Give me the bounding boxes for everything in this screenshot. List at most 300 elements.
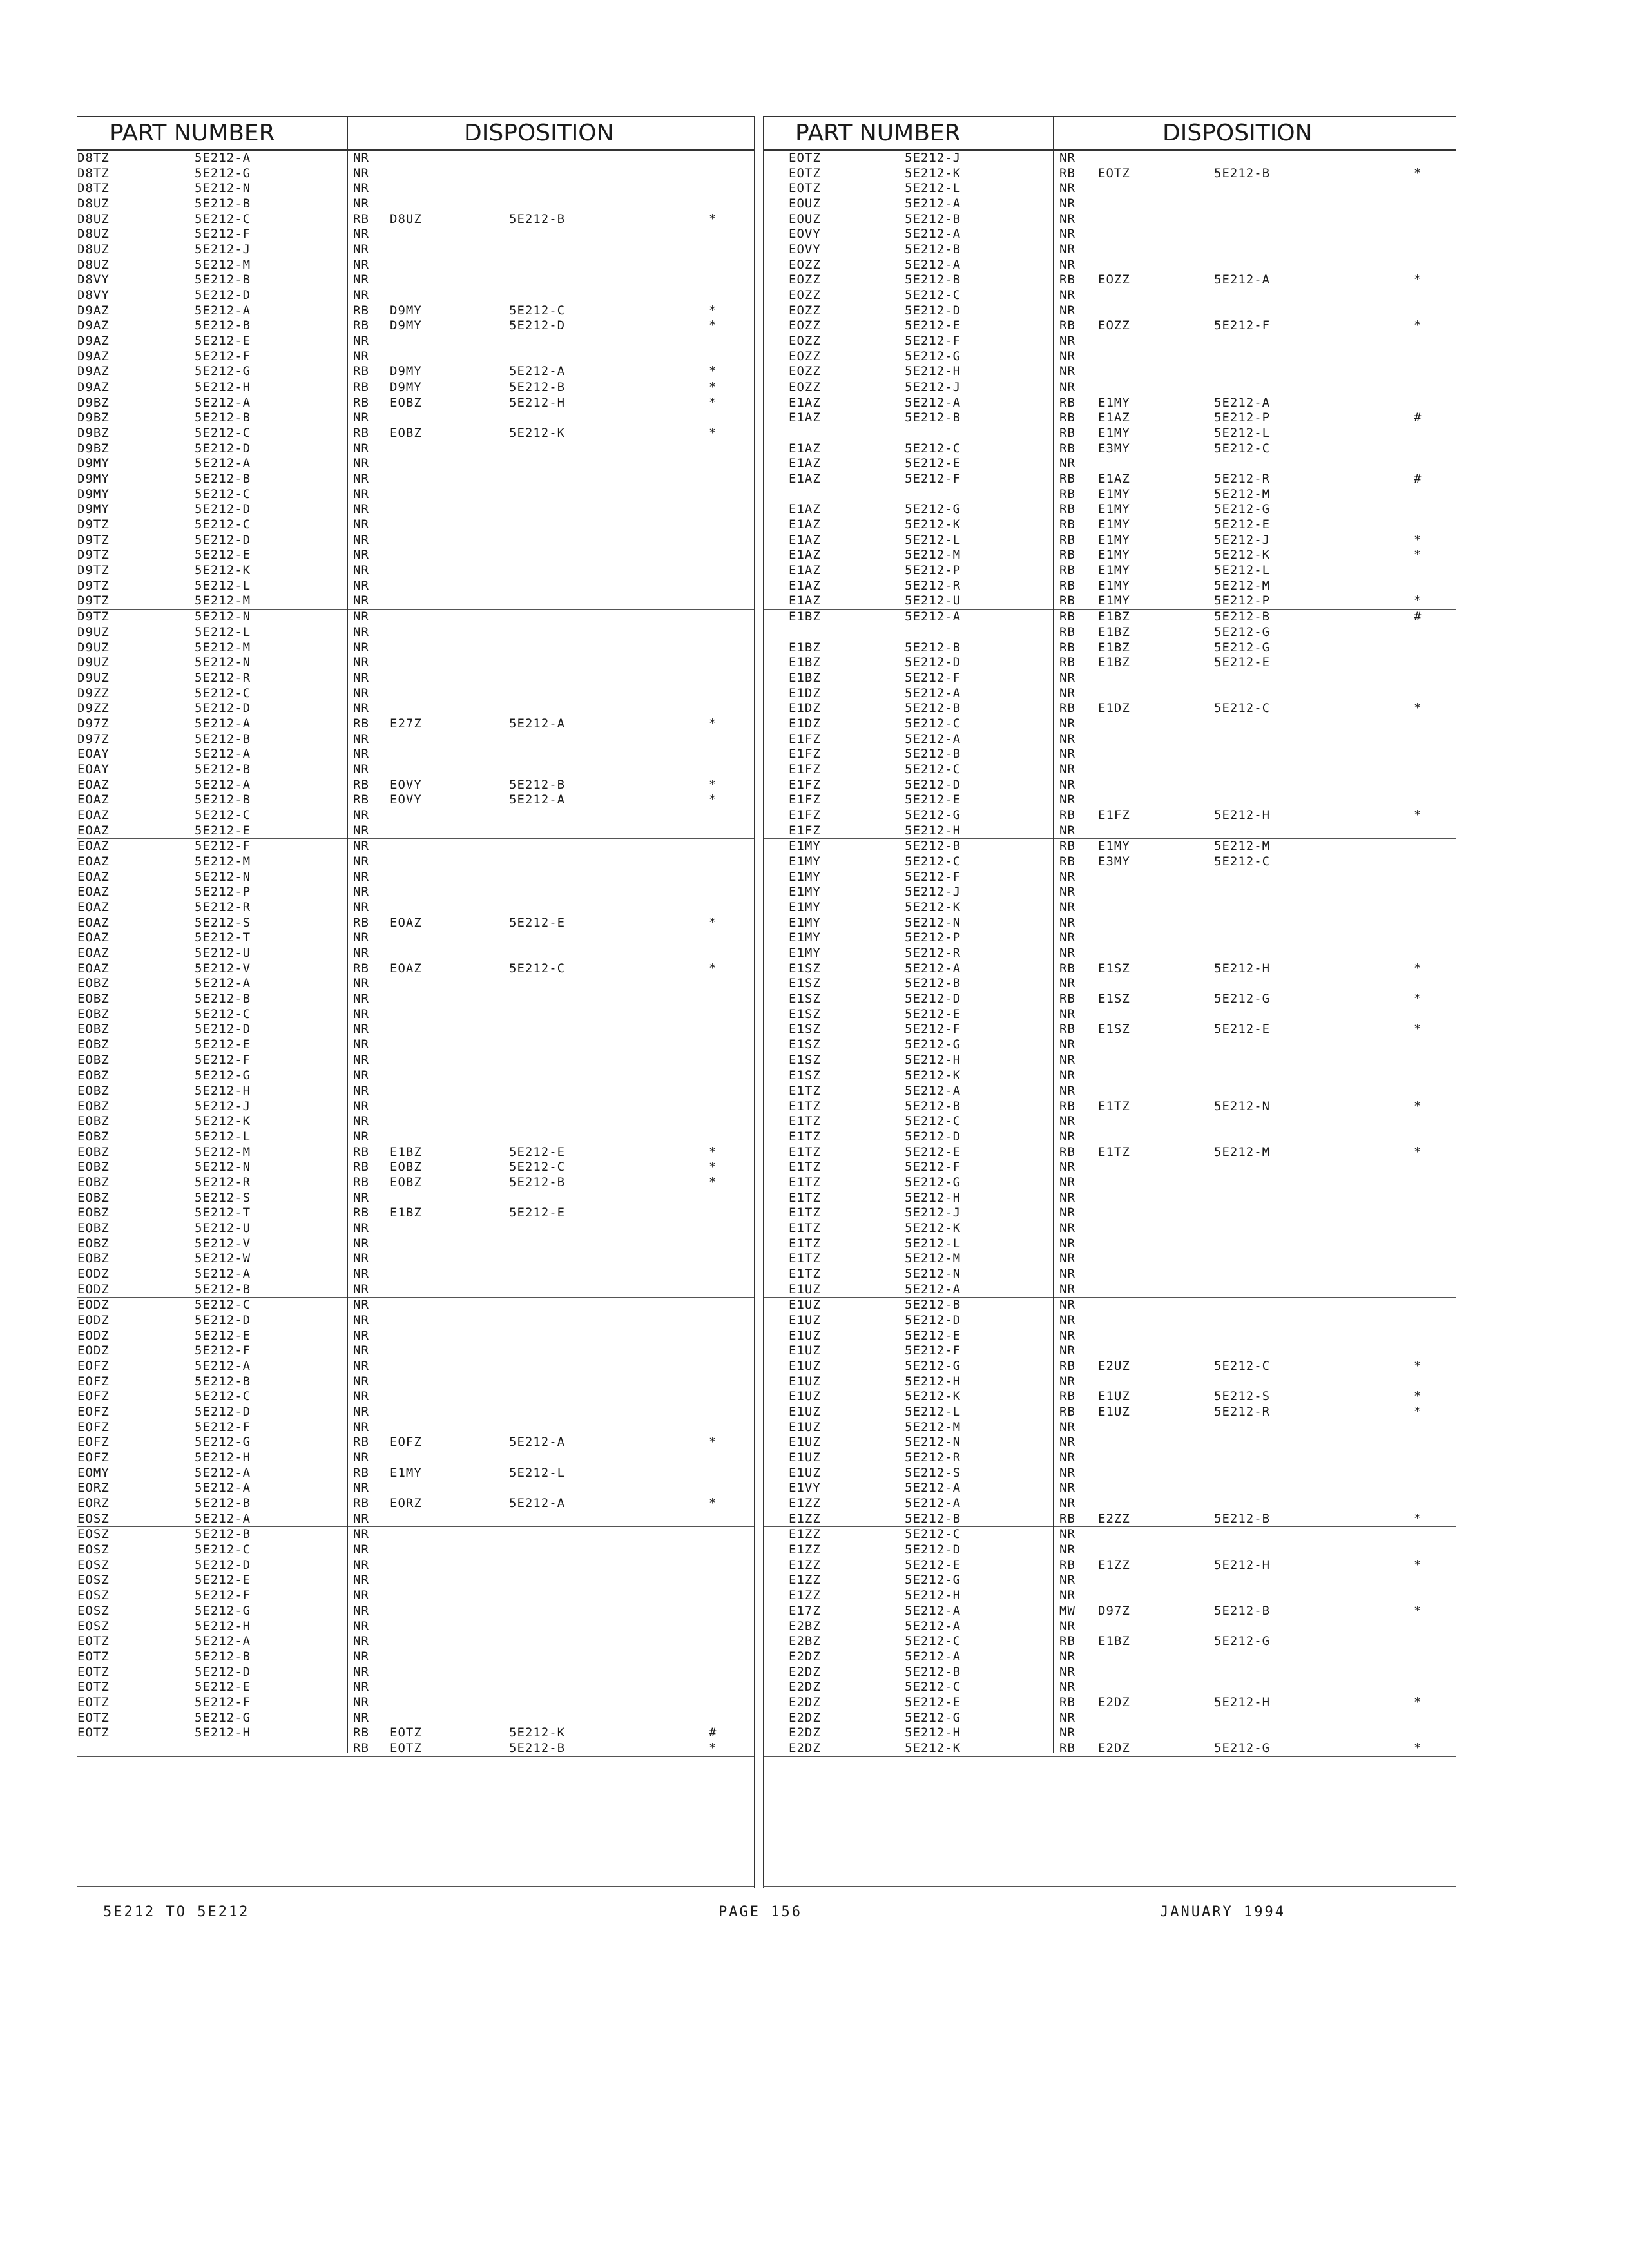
- table-row: [77, 1191, 754, 1206]
- table-row: [77, 380, 754, 396]
- replacement-number: 5E212-L: [1214, 563, 1271, 578]
- part-number: 5E212-A: [905, 1603, 961, 1618]
- replacement-number: 5E212-C: [1214, 701, 1271, 716]
- part-number: 5E212-F: [905, 1160, 961, 1175]
- disposition-code: RB: [1059, 1099, 1075, 1113]
- part-number: 5E212-M: [195, 854, 251, 869]
- disposition-code: NR: [353, 1343, 369, 1358]
- replacement-number: 5E212-C: [509, 961, 566, 975]
- disposition-code: NR: [1059, 1619, 1075, 1633]
- table-row: [77, 916, 754, 931]
- part-prefix: EOAZ: [77, 839, 110, 854]
- table-row: [763, 640, 1456, 656]
- replacement-number: 5E212-H: [1214, 1695, 1271, 1709]
- table-row: [763, 227, 1456, 242]
- part-number: 5E212-U: [195, 945, 251, 960]
- disposition-code: NR: [353, 1298, 369, 1312]
- disposition-code: NR: [1059, 762, 1075, 776]
- table-row: [763, 212, 1456, 227]
- part-number: 5E212-B: [905, 1099, 961, 1113]
- disposition-code: RB: [1059, 472, 1075, 486]
- disposition-code: NR: [353, 1389, 369, 1404]
- table-row: [77, 1007, 754, 1023]
- disposition-code: NR: [1059, 1542, 1075, 1557]
- right-parts-table: [763, 116, 1456, 1757]
- disposition-code: NR: [353, 1022, 369, 1037]
- replacement-number: 5E212-E: [509, 915, 566, 930]
- table-row: [77, 533, 754, 548]
- part-number: 5E212-B: [195, 1649, 251, 1664]
- replacement-prefix: E1FZ: [1098, 807, 1130, 822]
- replacement-prefix: E1MY: [1098, 517, 1130, 532]
- disposition-code: NR: [1059, 1129, 1075, 1144]
- disposition-code: NR: [1059, 1435, 1075, 1450]
- part-number: 5E212-B: [195, 472, 251, 486]
- part-prefix: E1MY: [789, 854, 821, 869]
- table-row: [77, 472, 754, 487]
- table-row: [77, 778, 754, 793]
- part-number: 5E212-D: [905, 1542, 961, 1557]
- part-number: 5E212-G: [195, 1068, 251, 1083]
- disposition-flag: *: [709, 961, 717, 975]
- disposition-code: NR: [1059, 1649, 1075, 1664]
- part-number: 5E212-B: [905, 211, 961, 226]
- part-number: 5E212-A: [195, 976, 251, 991]
- part-prefix: D9AZ: [77, 380, 110, 395]
- part-number: 5E212-H: [905, 1725, 961, 1740]
- replacement-prefix: E1SZ: [1098, 991, 1130, 1006]
- part-prefix: E1MY: [789, 869, 821, 884]
- disposition-header: DISPOSITION: [464, 120, 614, 146]
- table-row: [763, 1389, 1456, 1405]
- part-number: 5E212-E: [195, 548, 251, 562]
- part-prefix: EOZZ: [789, 349, 821, 363]
- table-row: [763, 273, 1456, 288]
- part-prefix: EORZ: [77, 1481, 110, 1495]
- table-row: [77, 1512, 754, 1528]
- table-row: [77, 426, 754, 441]
- disposition-code: NR: [353, 854, 369, 869]
- disposition-code: NR: [353, 655, 369, 670]
- replacement-number: 5E212-G: [1214, 624, 1271, 639]
- disposition-code: NR: [1059, 1374, 1075, 1389]
- part-prefix: E1UZ: [789, 1450, 821, 1465]
- replacement-number: 5E212-M: [1214, 839, 1271, 854]
- disposition-code: NR: [353, 1481, 369, 1495]
- disposition-flag: *: [1414, 1557, 1422, 1572]
- part-number: 5E212-M: [195, 640, 251, 655]
- part-prefix: E1MY: [789, 839, 821, 854]
- table-row: [763, 349, 1456, 365]
- disposition-flag: *: [709, 426, 717, 441]
- footer-date: JANUARY 1994: [1160, 1904, 1286, 1920]
- part-number: 5E212-C: [905, 762, 961, 776]
- table-row: [77, 1084, 754, 1099]
- replacement-number: 5E212-L: [1214, 426, 1271, 441]
- part-prefix: EOVY: [789, 242, 821, 257]
- part-number: 5E212-A: [905, 731, 961, 746]
- part-prefix: EOTZ: [77, 1649, 110, 1664]
- part-number: 5E212-C: [905, 854, 961, 869]
- part-number: 5E212-B: [905, 410, 961, 425]
- disposition-code: NR: [1059, 670, 1075, 685]
- table-row: [763, 1191, 1456, 1206]
- replacement-number: 5E212-K: [509, 426, 566, 441]
- replacement-prefix: EOBZ: [390, 395, 422, 410]
- part-prefix: E1AZ: [789, 532, 821, 547]
- table-row: [763, 1037, 1456, 1053]
- disposition-code: RB: [353, 395, 369, 410]
- table-row: [763, 502, 1456, 517]
- part-prefix: E1TZ: [789, 1175, 821, 1190]
- part-prefix: E1ZZ: [789, 1511, 821, 1526]
- table-row: [763, 548, 1456, 563]
- disposition-code: NR: [353, 610, 369, 624]
- part-number: 5E212-A: [195, 716, 251, 731]
- table-row: [763, 1022, 1456, 1037]
- part-prefix: D9TZ: [77, 610, 110, 624]
- disposition-code: RB: [353, 380, 369, 395]
- replacement-number: 5E212-M: [1214, 1144, 1271, 1159]
- part-prefix: EOTZ: [77, 1680, 110, 1695]
- replacement-prefix: E1TZ: [1098, 1144, 1130, 1159]
- table-row: [77, 671, 754, 686]
- table-row: [77, 1313, 754, 1329]
- table-row: [77, 334, 754, 349]
- table-row: [763, 655, 1456, 671]
- replacement-number: 5E212-B: [1214, 1511, 1271, 1526]
- center-divider: [754, 116, 755, 1888]
- disposition-code: NR: [353, 1542, 369, 1557]
- replacement-prefix: E1MY: [1098, 532, 1130, 547]
- part-prefix: EOAZ: [77, 823, 110, 838]
- part-number: 5E212-D: [195, 1664, 251, 1679]
- table-row: [763, 364, 1456, 380]
- part-prefix: E17Z: [789, 1603, 821, 1618]
- part-number: 5E212-A: [905, 257, 961, 272]
- part-prefix: EOSZ: [77, 1542, 110, 1557]
- part-prefix: E1ZZ: [789, 1557, 821, 1572]
- part-number: 5E212-M: [195, 1144, 251, 1159]
- part-prefix: E1DZ: [789, 686, 821, 700]
- part-prefix: E1SZ: [789, 976, 821, 991]
- disposition-code: RB: [1059, 1511, 1075, 1526]
- table-row: [763, 946, 1456, 961]
- replacement-number: 5E212-E: [1214, 655, 1271, 670]
- part-number: 5E212-A: [905, 1083, 961, 1098]
- part-number: 5E212-F: [195, 227, 251, 242]
- replacement-prefix: E1SZ: [1098, 1022, 1130, 1037]
- replacement-number: 5E212-E: [509, 1144, 566, 1159]
- disposition-code: NR: [353, 1221, 369, 1236]
- part-prefix: D9MY: [77, 456, 110, 471]
- disposition-code: NR: [1059, 930, 1075, 945]
- part-prefix: EOBZ: [77, 1251, 110, 1266]
- disposition-code: NR: [1059, 1664, 1075, 1679]
- replacement-number: 5E212-N: [1214, 1099, 1271, 1113]
- part-number: 5E212-C: [195, 807, 251, 822]
- disposition-flag: *: [709, 364, 717, 379]
- footer-range: 5E212 TO 5E212: [103, 1904, 250, 1920]
- disposition-code: NR: [353, 1450, 369, 1465]
- part-prefix: E1ZZ: [789, 1588, 821, 1603]
- part-number: 5E212-D: [905, 1129, 961, 1144]
- part-number: 5E212-D: [905, 655, 961, 670]
- part-number: 5E212-J: [195, 1099, 251, 1113]
- disposition-code: NR: [353, 885, 369, 899]
- part-number: 5E212-G: [905, 1573, 961, 1588]
- table-row: [77, 1725, 754, 1741]
- part-prefix: EOBZ: [77, 1114, 110, 1129]
- part-number: 5E212-C: [905, 1680, 961, 1695]
- table-row: [77, 212, 754, 227]
- table-row: [763, 303, 1456, 319]
- part-prefix: D9UZ: [77, 624, 110, 639]
- part-number: 5E212-E: [905, 1144, 961, 1159]
- part-number: 5E212-F: [195, 1588, 251, 1603]
- table-row: [763, 579, 1456, 594]
- replacement-prefix: E1MY: [1098, 548, 1130, 562]
- part-prefix: EOTZ: [77, 1634, 110, 1649]
- part-number: 5E212-G: [195, 364, 251, 379]
- replacement-prefix: D97Z: [1098, 1603, 1130, 1618]
- replacement-prefix: E3MY: [1098, 854, 1130, 869]
- replacement-prefix: EOFZ: [390, 1435, 422, 1450]
- part-prefix: EOZZ: [789, 303, 821, 318]
- part-prefix: EOFZ: [77, 1389, 110, 1404]
- table-row: [763, 1007, 1456, 1023]
- table-row: [77, 1175, 754, 1191]
- replacement-prefix: EOAZ: [390, 915, 422, 930]
- table-row: [763, 472, 1456, 487]
- table-row: [77, 1022, 754, 1037]
- table-row: [763, 1496, 1456, 1512]
- part-prefix: E1MY: [789, 885, 821, 899]
- part-prefix: EODZ: [77, 1328, 110, 1343]
- part-prefix: EOTZ: [789, 181, 821, 196]
- table-row: [77, 456, 754, 472]
- table-row: [77, 1267, 754, 1282]
- table-row: [763, 1267, 1456, 1282]
- table-row: [77, 1374, 754, 1390]
- part-number: 5E212-G: [195, 1603, 251, 1618]
- table-row: [77, 885, 754, 900]
- disposition-code: RB: [1059, 701, 1075, 716]
- replacement-prefix: E1BZ: [1098, 1634, 1130, 1649]
- disposition-code: NR: [1059, 211, 1075, 226]
- table-row: [77, 441, 754, 457]
- part-prefix: EOAZ: [77, 854, 110, 869]
- part-prefix: D9UZ: [77, 655, 110, 670]
- part-prefix: EOAZ: [77, 885, 110, 899]
- table-row: [763, 1221, 1456, 1236]
- disposition-flag: *: [1414, 593, 1422, 608]
- part-number: 5E212-E: [905, 1006, 961, 1021]
- replacement-number: 5E212-H: [1214, 1557, 1271, 1572]
- part-prefix: E1AZ: [789, 456, 821, 471]
- disposition-code: RB: [1059, 441, 1075, 456]
- part-prefix: D8VY: [77, 288, 110, 303]
- part-number: 5E212-C: [195, 1389, 251, 1404]
- part-number: 5E212-E: [905, 318, 961, 333]
- disposition-code: NR: [1059, 1175, 1075, 1190]
- replacement-prefix: E1MY: [1098, 578, 1130, 593]
- table-row: [77, 1420, 754, 1436]
- disposition-code: RB: [1059, 1405, 1075, 1419]
- disposition-code: RB: [1059, 166, 1075, 180]
- table-row: [77, 181, 754, 197]
- table-row: [763, 1619, 1456, 1635]
- part-number: 5E212-A: [905, 395, 961, 410]
- part-prefix: E1SZ: [789, 1052, 821, 1067]
- part-number: 5E212-K: [905, 1740, 961, 1755]
- replacement-prefix: E1MY: [1098, 502, 1130, 517]
- table-row: [763, 1313, 1456, 1329]
- disposition-code: NR: [353, 1068, 369, 1083]
- part-prefix: EOZZ: [789, 364, 821, 379]
- table-row: [763, 823, 1456, 840]
- disposition-code: MW: [1059, 1603, 1075, 1618]
- disposition-flag: #: [709, 1725, 717, 1740]
- part-number: 5E212-E: [195, 334, 251, 349]
- disposition-code: NR: [353, 1664, 369, 1679]
- disposition-code: NR: [353, 1052, 369, 1067]
- part-prefix: EOBZ: [77, 1068, 110, 1083]
- part-prefix: D8UZ: [77, 197, 110, 211]
- part-number: 5E212-S: [195, 915, 251, 930]
- part-number: 5E212-L: [905, 181, 961, 196]
- disposition-code: NR: [1059, 731, 1075, 746]
- disposition-flag: *: [1414, 318, 1422, 333]
- table-row: [77, 151, 754, 166]
- part-number: 5E212-F: [195, 1052, 251, 1067]
- part-number: 5E212-G: [905, 1710, 961, 1725]
- table-row: [77, 610, 754, 625]
- part-number: 5E212-N: [905, 915, 961, 930]
- disposition-code: NR: [1059, 777, 1075, 792]
- part-number: 5E212-C: [195, 517, 251, 532]
- disposition-code: NR: [1059, 976, 1075, 991]
- disposition-code: NR: [353, 1695, 369, 1709]
- table-row: [763, 1329, 1456, 1344]
- part-prefix: E2BZ: [789, 1619, 821, 1633]
- disposition-flag: *: [1414, 1740, 1422, 1755]
- disposition-code: NR: [1059, 1450, 1075, 1465]
- replacement-number: 5E212-B: [1214, 610, 1271, 624]
- replacement-prefix: EOTZ: [390, 1725, 422, 1740]
- part-prefix: E1UZ: [789, 1328, 821, 1343]
- part-number: 5E212-M: [195, 257, 251, 272]
- disposition-flag: *: [1414, 701, 1422, 716]
- replacement-prefix: EOVY: [390, 777, 422, 792]
- disposition-code: RB: [1059, 502, 1075, 517]
- disposition-code: RB: [1059, 273, 1075, 287]
- part-prefix: EOFZ: [77, 1374, 110, 1389]
- part-number: 5E212-A: [905, 227, 961, 242]
- disposition-code: NR: [353, 807, 369, 822]
- disposition-code: RB: [1059, 410, 1075, 425]
- table-row: [77, 1573, 754, 1588]
- disposition-code: NR: [353, 334, 369, 349]
- table-row: [77, 870, 754, 885]
- part-prefix: D9MY: [77, 502, 110, 517]
- disposition-flag: #: [1414, 610, 1422, 624]
- disposition-code: NR: [1059, 1190, 1075, 1205]
- part-number: 5E212-B: [905, 976, 961, 991]
- table-row: [77, 1099, 754, 1115]
- part-prefix: E1TZ: [789, 1190, 821, 1205]
- part-prefix: E1TZ: [789, 1114, 821, 1129]
- part-number: 5E212-D: [195, 1313, 251, 1328]
- part-prefix: EOFZ: [77, 1435, 110, 1450]
- table-row: [77, 655, 754, 671]
- part-prefix: E1FZ: [789, 807, 821, 822]
- part-prefix: D9AZ: [77, 364, 110, 379]
- disposition-code: RB: [353, 1435, 369, 1450]
- part-prefix: E1UZ: [789, 1465, 821, 1480]
- part-number: 5E212-A: [195, 151, 251, 165]
- disposition-code: RB: [353, 1725, 369, 1740]
- replacement-prefix: EOZZ: [1098, 273, 1130, 287]
- part-prefix: D9AZ: [77, 318, 110, 333]
- part-prefix: EODZ: [77, 1267, 110, 1282]
- replacement-prefix: D9MY: [390, 303, 422, 318]
- part-prefix: E1BZ: [789, 640, 821, 655]
- table-row: [763, 1206, 1456, 1221]
- disposition-flag: *: [709, 1175, 717, 1190]
- part-number: 5E212-B: [195, 1282, 251, 1296]
- disposition-code: NR: [1059, 1068, 1075, 1083]
- replacement-prefix: E1MY: [390, 1465, 422, 1480]
- part-prefix: D9BZ: [77, 426, 110, 441]
- disposition-code: NR: [353, 242, 369, 257]
- disposition-flag: *: [709, 211, 717, 226]
- disposition-code: RB: [1059, 548, 1075, 562]
- part-prefix: EOZZ: [789, 334, 821, 349]
- disposition-code: RB: [1059, 1359, 1075, 1374]
- part-number: 5E212-B: [905, 1511, 961, 1526]
- table-row: [77, 1206, 754, 1221]
- part-number: 5E212-G: [905, 502, 961, 517]
- part-prefix: EODZ: [77, 1343, 110, 1358]
- disposition-code: NR: [353, 640, 369, 655]
- part-number: 5E212-B: [195, 410, 251, 425]
- table-row: [763, 1512, 1456, 1528]
- part-prefix: EOSZ: [77, 1527, 110, 1542]
- part-prefix: E1SZ: [789, 1037, 821, 1052]
- disposition-code: NR: [353, 1267, 369, 1282]
- replacement-number: 5E212-R: [1214, 472, 1271, 486]
- table-row: [763, 732, 1456, 747]
- part-number: 5E212-J: [905, 1206, 961, 1220]
- part-prefix: E2DZ: [789, 1649, 821, 1664]
- table-row: [763, 1466, 1456, 1481]
- disposition-code: RB: [1059, 1022, 1075, 1037]
- replacement-number: 5E212-A: [509, 716, 566, 731]
- part-number: 5E212-F: [905, 1343, 961, 1358]
- part-prefix: E1SZ: [789, 1068, 821, 1083]
- part-number: 5E212-C: [905, 1527, 961, 1542]
- disposition-flag: *: [1414, 1389, 1422, 1404]
- part-number: 5E212-K: [905, 1221, 961, 1236]
- part-prefix: E1UZ: [789, 1313, 821, 1328]
- part-prefix: EOBZ: [77, 1175, 110, 1190]
- replacement-number: 5E212-G: [1214, 1740, 1271, 1755]
- part-number: 5E212-E: [905, 456, 961, 471]
- part-number: 5E212-K: [905, 899, 961, 914]
- part-prefix: E2DZ: [789, 1710, 821, 1725]
- disposition-code: NR: [353, 197, 369, 211]
